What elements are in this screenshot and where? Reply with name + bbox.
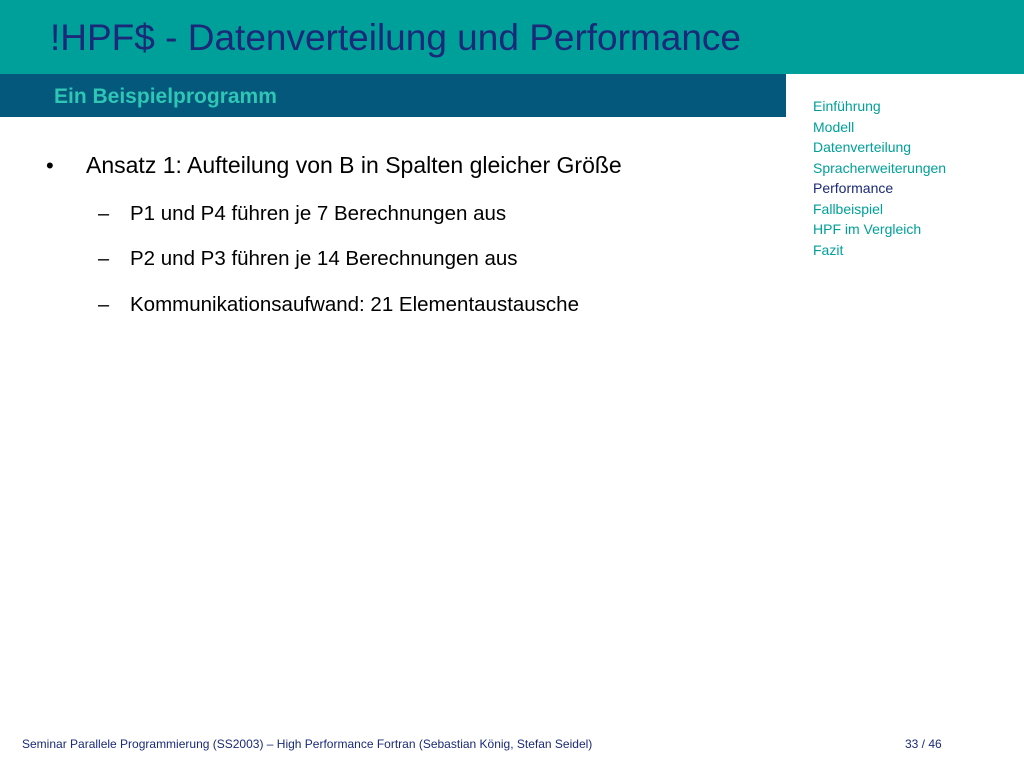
nav-item-fazit[interactable]: Fazit [813, 241, 844, 258]
sub-bullet-text: Kommunikationsaufwand: 21 Elementaustausche [130, 293, 579, 316]
nav-item-datenverteilung[interactable]: Datenverteilung [813, 139, 912, 155]
nav-item-performance[interactable]: Performance [813, 180, 894, 196]
slide-subtitle: Ein Beispielprogramm [54, 85, 277, 108]
slide-title: !HPF$ - Datenverteilung und Performance [50, 17, 742, 58]
nav-item-einfuehrung[interactable]: Einführung [813, 98, 881, 114]
sub-bullet-marker: – [98, 248, 110, 270]
bullet-text: Ansatz 1: Aufteilung von B in Spalten gleicher Größe [86, 152, 622, 178]
nav-item-modell[interactable]: Modell [813, 118, 855, 135]
nav-item-spracherweiterungen[interactable]: Spracherweiterungen [813, 159, 947, 176]
sub-bullet-marker: – [98, 294, 110, 316]
footer-text: Seminar Parallele Programmierung (SS2003) – High Performance Fortran (Sebastian König, Stefan Seidel) [22, 737, 593, 751]
bullet-marker: • [46, 153, 54, 178]
nav-item-hpf-im-vergleich[interactable]: HPF im Vergleich [813, 221, 922, 237]
section-navigation [813, 96, 1018, 260]
page-number: 33 / 46 [905, 737, 942, 751]
sub-bullet-text: P1 und P4 führen je 7 Berechnungen aus [130, 202, 507, 225]
nav-item-fallbeispiel[interactable]: Fallbeispiel [813, 200, 884, 217]
sub-bullet-text: P2 und P3 führen je 14 Berechnungen aus [130, 247, 518, 270]
sub-bullet-marker: – [98, 203, 110, 225]
